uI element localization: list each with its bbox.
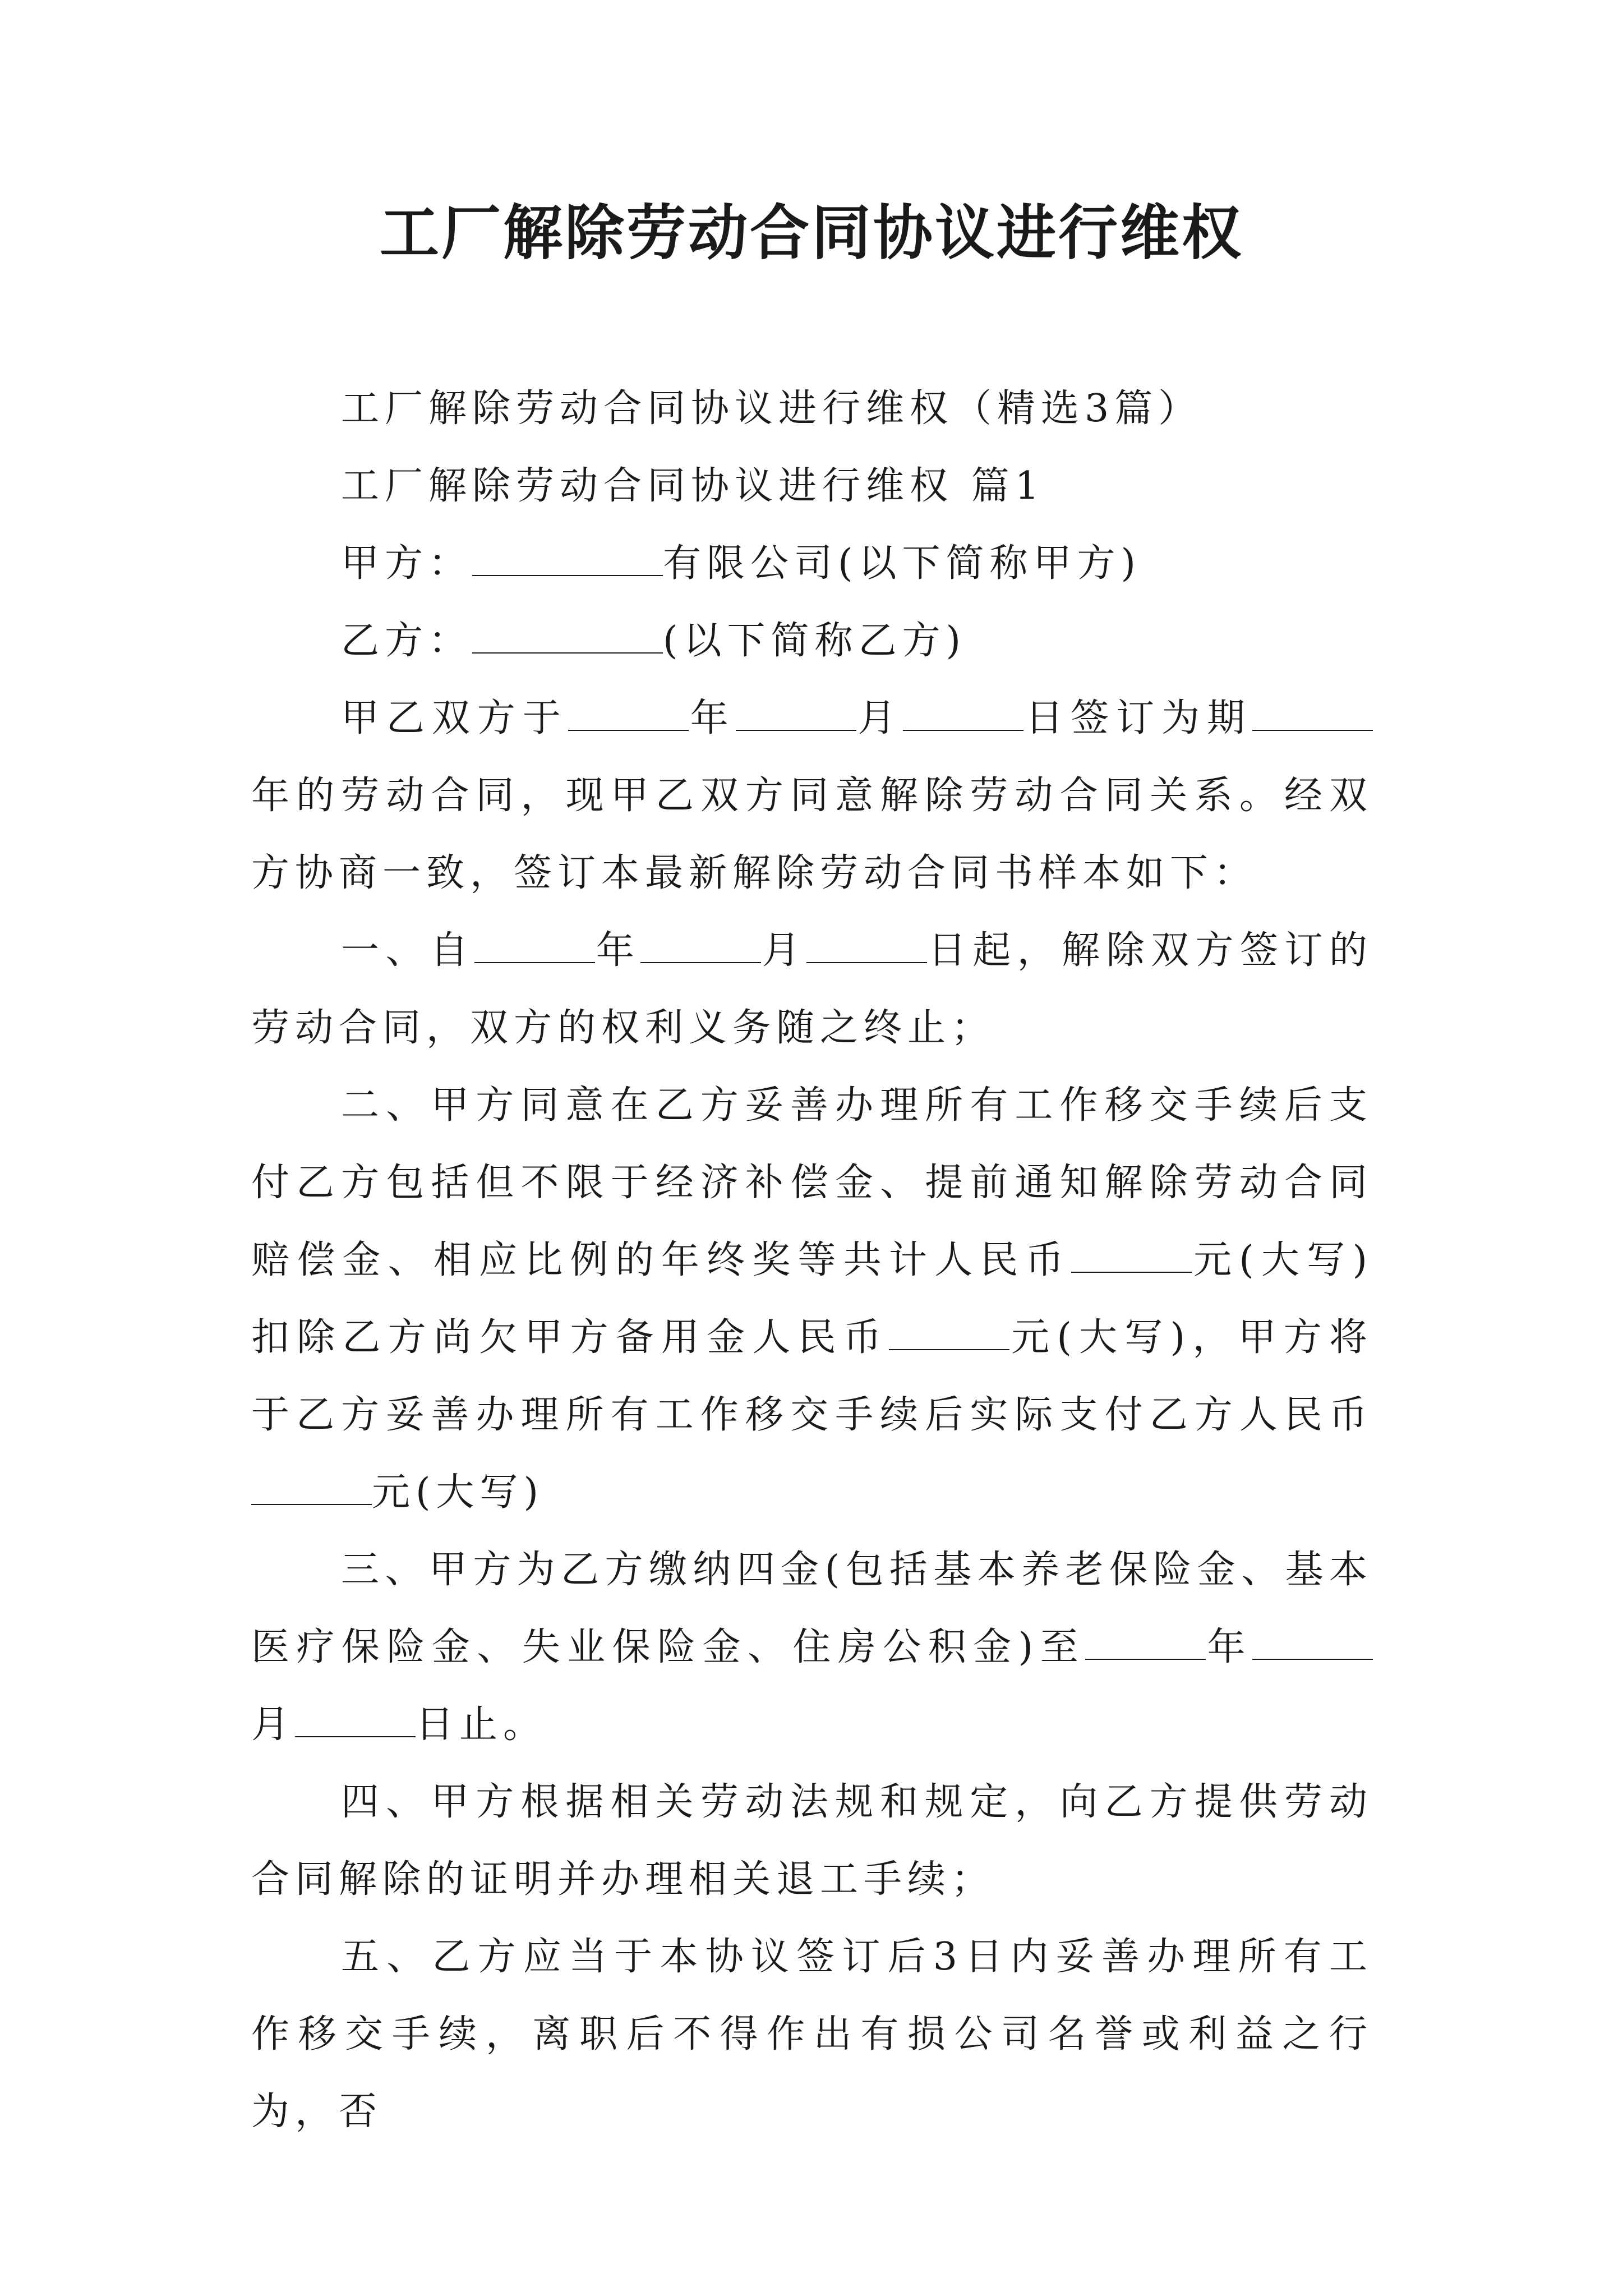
blank-actual-amount[interactable] — [251, 1471, 372, 1505]
paragraph-clause-1: 一、自 年 月 日起，解除双方签订的劳动合同，双方的权利义务随之终止； — [251, 928, 1373, 1050]
paragraph-party-b: 乙方： (以下简称乙方) — [341, 619, 967, 663]
blank-insurance-day[interactable] — [295, 1704, 416, 1737]
paragraph-clause-5: 五、乙方应当于本协议签订后3日内妥善办理所有工作移交手续，离职后不得作出有损公司名誉或利益之行为，否 — [251, 1935, 1373, 2134]
blank-sign-month[interactable] — [736, 697, 856, 731]
blank-party-a-name[interactable] — [472, 542, 663, 576]
blank-end-day[interactable] — [806, 930, 927, 963]
paragraph-section-heading: 工厂解除劳动合同协议进行维权 篇1 — [341, 464, 1045, 508]
blank-total-amount[interactable] — [1071, 1239, 1192, 1273]
document-body — [251, 370, 1373, 2151]
paragraph-clause-4: 四、甲方根据相关劳动法规和规定，向乙方提供劳动合同解除的证明并办理相关退工手续； — [251, 1780, 1373, 1902]
blank-sign-year[interactable] — [568, 697, 689, 731]
document-title: 工厂解除劳动合同协议进行维权 — [380, 197, 1243, 268]
blank-insurance-month[interactable] — [1252, 1626, 1373, 1660]
paragraph-subtitle: 工厂解除劳动合同协议进行维权（精选3篇） — [341, 386, 1202, 431]
blank-insurance-year[interactable] — [1085, 1626, 1206, 1660]
blank-party-b-name[interactable] — [472, 620, 663, 654]
paragraph-clause-3: 三、甲方为乙方缴纳四金(包括基本养老保险金、基本医疗保险金、失业保险金、住房公积金)至 年月 日止。 — [251, 1548, 1373, 1747]
blank-sign-day[interactable] — [903, 697, 1023, 731]
paragraph-clause-2: 二、甲方同意在乙方妥善办理所有工作移交手续后支付乙方包括但不限于经济补偿金、提前通知解除劳动合同赔偿金、相应比例的年终奖等共计人民币 元(大写)扣除乙方尚欠甲方备用金人民币 元(大写)，甲方将于乙方妥善办理所有工作移交手续后实际支付乙方人民币元(大写) — [251, 1083, 1373, 1515]
paragraph-preamble: 甲乙双方于 年 月 日签订为期年的劳动合同，现甲乙双方同意解除劳动合同关系。经双方协商一致，签订本最新解除劳动合同书样本如下： — [251, 696, 1373, 895]
paragraph-party-a: 甲方： 有限公司(以下简称甲方) — [341, 541, 1142, 586]
blank-deduct-amount[interactable] — [889, 1317, 1009, 1350]
blank-term-years[interactable] — [1252, 697, 1373, 731]
blank-end-month[interactable] — [640, 930, 761, 963]
blank-end-year[interactable] — [474, 930, 595, 963]
